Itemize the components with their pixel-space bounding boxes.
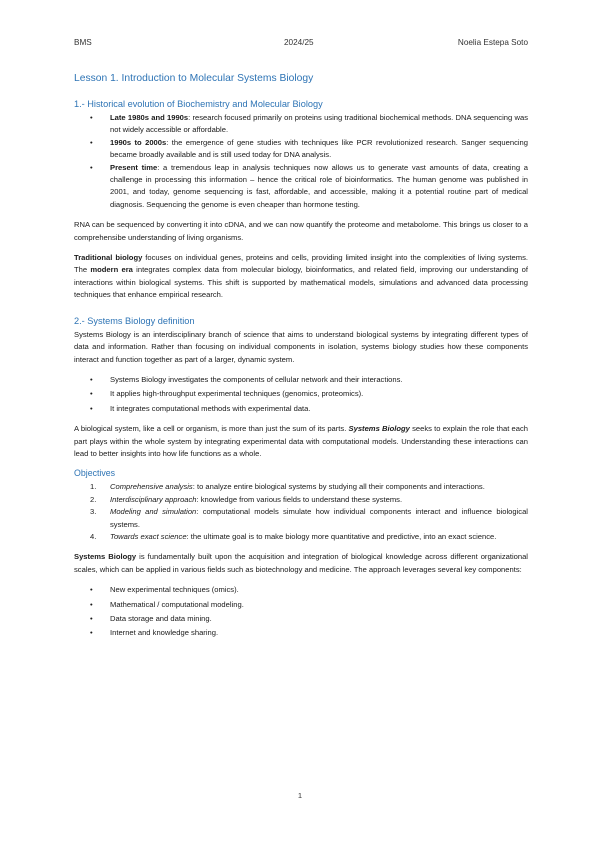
paragraph-text: seeks to explain the role that each part plays within the whole system by integrating experimental data with computational models. Understanding these interactions can lead to better insights into how life functions as a whole. — [74, 424, 528, 458]
objective-term: Modeling and simulation — [110, 507, 197, 517]
bullet-marker: • — [90, 374, 93, 384]
components-list — [74, 584, 528, 640]
definition-list — [74, 374, 528, 415]
history-text: : a tremendous leap in analysis techniques now allows us to generate vast amounts of data, creating a challenge in processing this information – hence the critical role of bioinformatics. The human genome was published in 2001, and today, genome sequencing is fast, affordable, and accessible, making it a potential routine part of medical diagnosis. Sequencing the genome is even cheaper than hormone testing. — [110, 162, 528, 209]
list-item-text: Data storage and data mining. — [110, 614, 212, 623]
bullet-marker: • — [90, 403, 93, 413]
history-term: Late 1980s and 1990s — [110, 113, 189, 122]
section2-heading: 2.- Systems Biology definition — [74, 315, 195, 326]
bullet-marker: • — [90, 113, 93, 122]
list-number: 2. — [90, 494, 97, 504]
list-item-text: New experimental techniques (omics). — [110, 585, 239, 595]
header-year: 2024/25 — [284, 38, 314, 47]
header-author: Noelia Estepa Soto — [457, 38, 528, 47]
rna-paragraph: RNA can be sequenced by converting it into cDNA, and we can now quantify the proteome and metabolome. This brings us closer to a comprehensibe understanding of living organisms. — [74, 220, 528, 242]
objective-text: : the ultimate goal is to make biology more quantitative and predictive, into an exact science. — [186, 531, 497, 541]
section1-heading: 1.- Historical evolution of Biochemistry and Molecular Biology — [74, 99, 323, 109]
term-systems-biology: Systems Biology — [348, 424, 410, 434]
paragraph-text: is fundamentally built upon the acquisition and integration of biological knowledge across different organizational scales, which can be applied in various fields such as biotechnology and medicine. The approach leverages several key components: — [74, 552, 528, 574]
objective-text: : knowledge from various fields to understand these systems. — [196, 494, 403, 504]
header-course: BMS — [74, 38, 92, 47]
history-list — [74, 112, 528, 211]
list-number: 1. — [90, 482, 97, 492]
list-item — [74, 584, 528, 596]
paragraph-text: integrates complex data from molecular biology, bioinformatics, and related field, improving our understanding of interactions within biological systems. This shift is supported by mathematical models, simulations and advanced data processing techniques that enhance empirical research. — [74, 265, 529, 300]
bullet-marker: • — [90, 585, 93, 595]
list-item — [74, 506, 528, 531]
bullet-marker: • — [90, 162, 93, 172]
objective-term: Interdisciplinary approach — [110, 494, 197, 504]
list-item — [74, 613, 528, 625]
list-number: 4. — [90, 531, 97, 541]
page-header — [74, 38, 528, 47]
list-item-text: Mathematical / computational modeling. — [110, 599, 244, 609]
list-item — [74, 388, 528, 400]
objective-text: : computational models simulate how individual components interact and influence biological systems. — [110, 507, 528, 529]
history-text: : research focused primarily on proteins using traditional biochemical methods. DNA sequencing was not widely accessible or affordable. — [110, 113, 528, 135]
history-term: Present time — [110, 162, 158, 172]
objective-text: : to analyze entire biological systems by studying all their components and interactions. — [192, 482, 485, 492]
history-text: : the emergence of gene studies with techniques like PCR revolutionized research. Sanger sequencing became broadly available and is still used today for DNA analysis. — [110, 137, 529, 160]
definition-paragraph: Systems Biology is an interdisciplinary branch of science that aims to understand biological systems by integrating different types of data and information. Rather than focusing on individual components in isolation, systems biology studies how these components interact and function together as part of a larger, dynamic system. — [74, 329, 528, 364]
list-item-text: It integrates computational methods with experimental data. — [110, 403, 311, 413]
list-item — [74, 531, 528, 543]
lesson-title: Lesson 1. Introduction to Molecular Systems Biology — [74, 73, 314, 84]
list-item — [74, 374, 528, 386]
bullet-marker: • — [90, 599, 93, 609]
list-item-text: Internet and knowledge sharing. — [110, 628, 219, 638]
paragraph-text: focuses on individual genes, proteins and cells, providing limited insight into the complexities of living systems. The — [74, 253, 528, 275]
term-traditional-biology: Traditional biology — [74, 253, 143, 263]
list-item — [74, 481, 528, 493]
biological-system-paragraph — [74, 423, 528, 460]
list-number: 3. — [90, 507, 97, 517]
bullet-marker: • — [90, 614, 93, 623]
objectives-list — [74, 481, 528, 543]
objectives-heading: Objectives — [74, 468, 116, 479]
page-number: 1 — [297, 791, 303, 800]
list-item — [74, 494, 528, 506]
list-item — [74, 599, 528, 611]
list-item — [74, 162, 528, 212]
objective-term: Comprehensive analysis — [110, 482, 193, 492]
list-item — [74, 627, 528, 639]
list-item-text: It applies high-throughput experimental techniques (genomics, proteomics). — [110, 389, 364, 399]
bullet-marker: • — [90, 137, 93, 147]
list-item — [74, 403, 528, 415]
list-item-text: Systems Biology investigates the components of cellular network and their interactions. — [110, 374, 403, 384]
bullet-marker: • — [90, 628, 93, 638]
history-term: 1990s to 2000s — [110, 137, 167, 147]
paragraph-text: A biological system, like a cell or organism, is more than just the sum of its parts. — [74, 424, 349, 434]
traditional-biology-paragraph — [74, 252, 528, 302]
list-item — [74, 112, 528, 137]
systems-biology-paragraph — [74, 551, 528, 576]
objective-term: Towards exact science — [110, 531, 187, 541]
bullet-marker: • — [90, 389, 93, 399]
term-modern-era: modern era — [90, 265, 133, 275]
term-systems-biology: Systems Biology — [74, 552, 137, 562]
list-item — [74, 137, 528, 162]
page-content — [74, 73, 528, 648]
